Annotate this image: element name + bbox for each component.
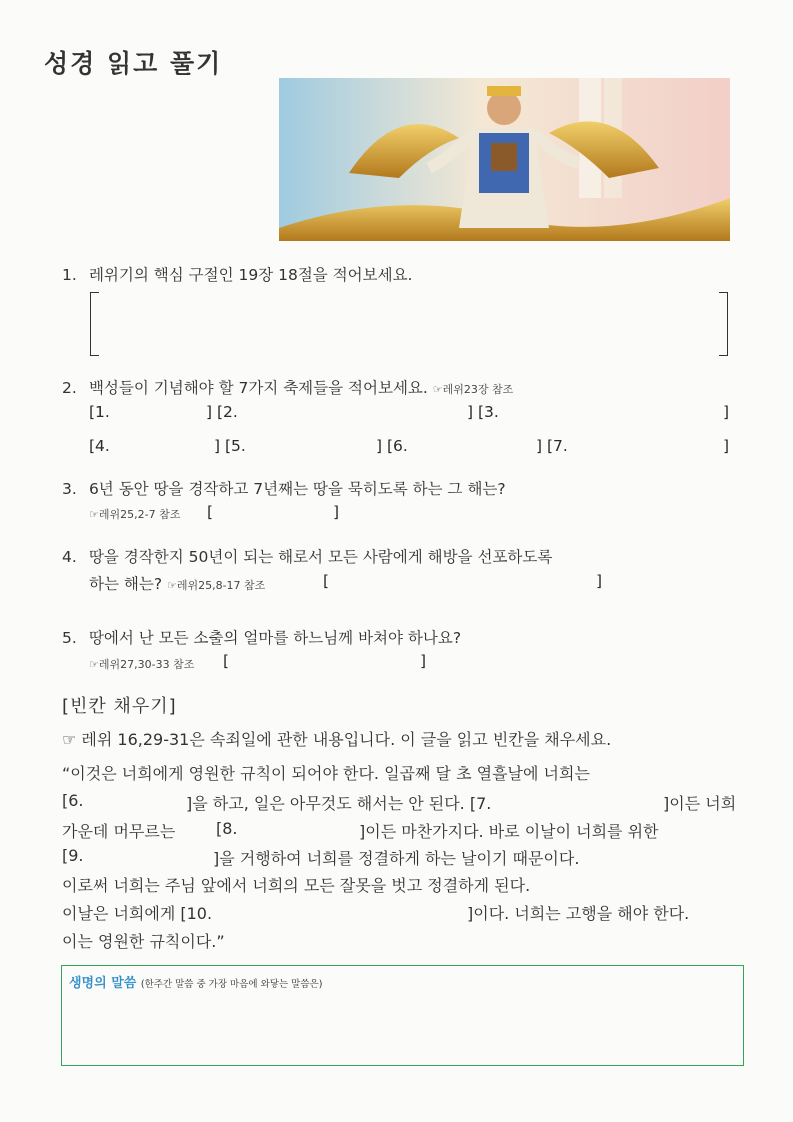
reference-note: ☞레위25,2-7 참조 [89, 508, 181, 521]
passage-blank-10: 이날은 너희에게 [10. [62, 904, 213, 923]
blank-7-close: ] [723, 437, 730, 455]
passage-line-3-end: ]이든 마찬가지다. 바로 이날이 너희를 위한 [359, 822, 659, 841]
passage-line-2: ]을 하고, 일은 아무것도 해서는 안 된다. [7. [186, 794, 492, 813]
life-word-title [69, 972, 322, 991]
question-4 [62, 545, 552, 567]
passage-line-7: 이는 영원한 규칙이다.” [62, 932, 225, 951]
answer-bracket-left [90, 292, 99, 356]
blank-3-open: ] [3. [467, 403, 499, 421]
reference-note: ☞레위27,30-33 참조 [89, 658, 195, 671]
blank-3-close: ] [723, 403, 730, 421]
life-word-box[interactable] [61, 965, 744, 1066]
passage-line-2-end: ]이든 너희 [663, 794, 737, 813]
answer-bracket-right [719, 292, 728, 356]
fill-in-intro: ☞ 레위 16,29-31은 속죄일에 관한 내용입니다. 이 글을 읽고 빈칸을 채우세요. [62, 730, 612, 749]
blank-2-open: ] [2. [206, 403, 238, 421]
illustration [279, 78, 730, 241]
question-text: 6년 동안 땅을 경작하고 7년째는 땅을 묵히도록 하는 그 해는? [88, 480, 506, 498]
answer-open-bracket: [ [207, 503, 214, 521]
answer-close-bracket: ] [596, 572, 603, 590]
life-word-subtitle: (한주간 말씀 중 가장 마음에 와닿는 말씀은) [140, 979, 323, 990]
passage-line-5: 이로써 너희는 주님 앞에서 너희의 모든 잘못을 벗고 정결하게 된다. [62, 876, 531, 895]
question-5 [62, 626, 461, 648]
question-number: 5. [62, 629, 77, 647]
passage-line-4: ]을 거행하여 너희를 정결하게 하는 날이기 때문이다. [213, 849, 580, 868]
answer-close-bracket: ] [420, 652, 427, 670]
passage-line-6-end: ]이다. 너희는 고행을 해야 한다. [467, 904, 690, 923]
question-text: 백성들이 기념해야 할 7가지 축제들을 적어보세요. [88, 379, 428, 397]
question-3 [62, 477, 506, 499]
answer-open-bracket: [ [223, 652, 230, 670]
question-number: 4. [62, 548, 77, 566]
question-text: 하는 해는? [89, 575, 163, 593]
question-4-line-2 [89, 572, 265, 594]
reference-note: ☞레위25,8-17 참조 [166, 579, 266, 592]
question-text: 레위기의 핵심 구절인 19장 18절을 적어보세요. [88, 266, 413, 284]
blank-5-open: ] [5. [214, 437, 246, 455]
answer-open-bracket: [ [323, 572, 330, 590]
passage-line-3-start: 가운데 머무르는 [62, 822, 176, 841]
question-number: 2. [62, 379, 77, 397]
blank-4-open: [4. [89, 437, 110, 455]
passage-blank-6: [6. [62, 791, 84, 810]
question-number: 3. [62, 480, 77, 498]
blank-7-open: ] [7. [536, 437, 568, 455]
section-heading: [빈칸 채우기] [62, 696, 177, 717]
question-number: 1. [62, 266, 77, 284]
blank-6-open: ] [6. [376, 437, 408, 455]
reference-note: ☞레위23장 참조 [432, 383, 514, 396]
passage-line-1: “이것은 너희에게 영원한 규칙이 되어야 한다. 일곱째 달 초 열흘날에 너희는 [62, 764, 590, 783]
passage-blank-8: [8. [216, 819, 238, 838]
question-2 [62, 376, 513, 398]
answer-close-bracket: ] [333, 503, 340, 521]
passage-blank-9: [9. [62, 846, 84, 865]
question-text: 땅을 경작한지 50년이 되는 해로서 모든 사람에게 해방을 선포하도록 [88, 548, 553, 566]
blank-1-open: [1. [89, 403, 110, 421]
question-text: 땅에서 난 모든 소출의 얼마를 하느님께 바쳐야 하나요? [88, 629, 462, 647]
life-word-heading: 생명의 말씀 [69, 976, 137, 991]
question-1 [62, 263, 413, 285]
page-title: 성경 읽고 풀기 [44, 49, 223, 78]
